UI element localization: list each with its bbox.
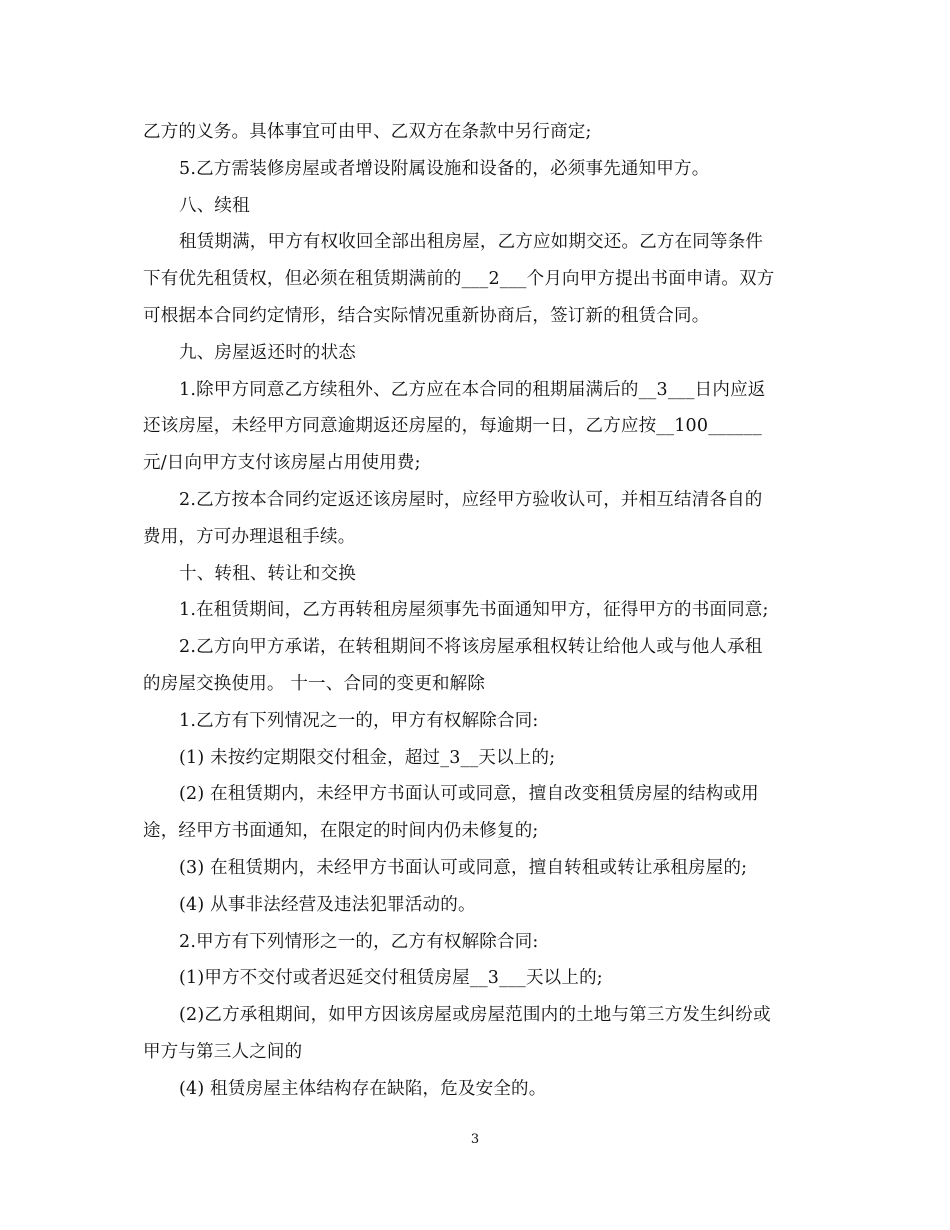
contract-body-text: [143, 114, 813, 1108]
text-line: (1) 未按约定期限交付租金，超过_3__天以上的;: [179, 747, 556, 768]
text-line: (4) 租赁房屋主体结构存在缺陷，危及安全的。: [179, 1078, 547, 1099]
text-line: 下有优先租赁权，但必须在租赁期满前的___2___个月向甲方提出书面申请。双方: [143, 269, 775, 290]
text-line: (1)甲方不交付或者迟延交付租赁房屋__3___天以上的;: [179, 968, 603, 989]
text-line: 1.除甲方同意乙方续租外、乙方应在本合同的租期届满后的__3___日内应返: [179, 379, 766, 400]
text-line: 八、续租: [179, 195, 250, 216]
text-line: 2.甲方有下列情形之一的，乙方有权解除合同:: [179, 931, 539, 952]
text-line: (2)乙方承租期间，如甲方因该房屋或房屋范围内的土地与第三方发生纠纷或: [179, 1005, 771, 1026]
text-line: 2.乙方按本合同约定返还该房屋时，应经甲方验收认可，并相互结清各自的: [179, 489, 763, 510]
text-line: 的房屋交换使用。 十一、合同的变更和解除: [143, 673, 486, 694]
text-line: 租赁期满，甲方有权收回全部出租房屋，乙方应如期交还。乙方在同等条件: [179, 232, 764, 253]
text-line: 甲方与第三人之间的: [143, 1041, 303, 1062]
text-line: (3) 在租赁期内，未经甲方书面认可或同意，擅自转租或转让承租房屋的;: [179, 857, 748, 878]
text-line: 元/日向甲方支付该房屋占用使用费;: [143, 453, 421, 474]
text-line: 1.乙方有下列情况之一的，甲方有权解除合同:: [179, 710, 539, 731]
text-line: 九、房屋返还时的状态: [179, 342, 356, 363]
text-line: 十、转租、转让和交换: [179, 563, 356, 584]
text-line: 途，经甲方书面通知，在限定的时间内仍未修复的;: [143, 821, 539, 842]
text-line: (2) 在租赁期内，未经甲方书面认可或同意，擅自改变租赁房屋的结构或用: [179, 784, 759, 805]
text-line: 5.乙方需装修房屋或者增设附属设施和设备的，必须事先通知甲方。: [179, 158, 710, 179]
page-number: 3: [470, 1132, 480, 1147]
text-line: 还该房屋，未经甲方同意逾期返还房屋的，每逾期一日，乙方应按__100______: [143, 416, 762, 437]
text-line: 可根据本合同约定情形，结合实际情况重新协商后，签订新的租赁合同。: [143, 305, 710, 326]
text-line: 1.在租赁期间，乙方再转租房屋须事先书面通知甲方，征得甲方的书面同意;: [179, 600, 769, 621]
text-line: 2.乙方向甲方承诺，在转租期间不将该房屋承租权转让给他人或与他人承租: [179, 637, 763, 658]
text-line: (4) 从事非法经营及违法犯罪活动的。: [179, 894, 476, 915]
text-line: 费用，方可办理退租手续。: [143, 526, 356, 547]
text-line: 乙方的义务。具体事宜可由甲、乙双方在条款中另行商定;: [143, 122, 592, 142]
